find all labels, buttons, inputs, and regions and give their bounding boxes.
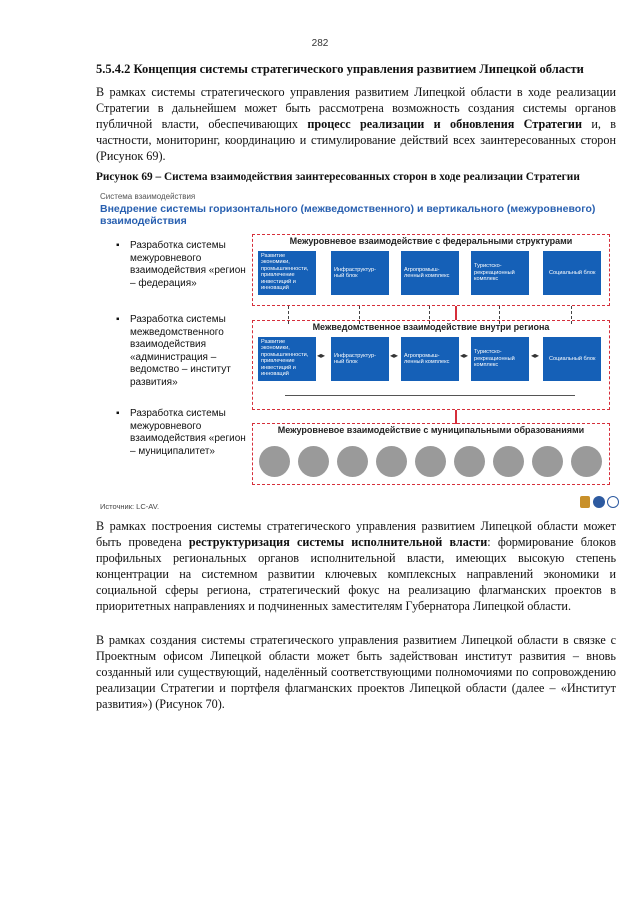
block-social: Социальный блок	[543, 251, 601, 295]
double-arrow-icon: ◂▸	[531, 351, 540, 360]
municipality-circle	[571, 446, 602, 477]
section-heading: 5.5.4.2 Концепция системы стратегического управления развитием Липецкой области	[96, 62, 584, 76]
block-economy: Развитие экономики, промышленности, привлечение инвестиций и инноваций	[258, 251, 316, 295]
figure-caption: Рисунок 69 – Система взаимодействия заинтересованных сторон в ходе реализации Стратегии	[96, 171, 580, 183]
box-title: Межведомственное взаимодействие внутри региона	[312, 322, 550, 332]
red-link-icon	[455, 410, 457, 424]
para2-bold: реструктуризация системы исполнительной власти	[188, 535, 488, 549]
para1-text-1: В рамках системы стратегического управления развитием Липецкой области в ходе реализации Стратегии в дальнейшем может быть рассмотрена возможность создания системы органов публичной власти, обеспечивающих	[96, 85, 616, 131]
municipality-circle	[376, 446, 407, 477]
municipality-circle	[493, 446, 524, 477]
block-infrastructure: Инфраструктур-ный блок	[331, 251, 389, 295]
municipality-circle	[454, 446, 485, 477]
para2-text-1: В рамках построения системы стратегического управления развитием Липецкой области может быть проведена	[96, 519, 616, 549]
block-infrastructure: Инфраструктур-ный блок	[331, 337, 389, 381]
interagency-box	[252, 320, 610, 410]
bullet-text: Разработка системы межуровневого взаимодействия «регион – федерация»	[130, 240, 246, 289]
box-title: Межуровневое взаимодействие с федеральными структурами	[289, 236, 573, 246]
para1-bold: процесс реализации и обновления Стратегии	[307, 117, 582, 131]
bullet-interagency	[116, 314, 246, 389]
double-arrow-icon: ◂▸	[390, 351, 399, 360]
block-agro: Агропромыш-ленный комплекс	[401, 337, 459, 381]
logos	[580, 496, 620, 510]
para2-text-2: : формирование блоков профильных региональных органов исполнительной власти, имеющих высокую степень концентрации на системном развитии ключевых комплексных направлений экономики и социальной сферы региона, стратегический фокус на реализацию флагманских проектов в приоритетных направлениях и подчиненных заместителям Губернатора Липецкой области.	[96, 535, 616, 613]
bullet-text: Разработка системы межуровневого взаимодействия «регион – муниципалитет»	[130, 408, 246, 457]
block-economy: Развитие экономики, промышленности, привлечение инвестиций и инноваций	[258, 337, 316, 381]
paragraph-2	[96, 518, 616, 614]
figure-top-label: Система взаимодействия	[100, 192, 196, 201]
block-agro: Агропромыш-ленный комплекс	[401, 251, 459, 295]
bullet-marker: ▪	[116, 240, 120, 251]
coat-of-arms-icon	[580, 496, 590, 508]
feedback-line	[285, 395, 575, 396]
double-arrow-icon: ◂▸	[317, 351, 326, 360]
figure-title: Внедрение системы горизонтального (межведомственного) и вертикального (межуровневого) взаимодействия	[100, 203, 596, 227]
bullet-region-federation	[116, 240, 246, 290]
red-link-icon	[455, 306, 457, 320]
municipality-circle	[415, 446, 446, 477]
block-tourism: Туристско-рекреационный комплекс	[471, 337, 529, 381]
block-social: Социальный блок	[543, 337, 601, 381]
municipality-circle	[259, 446, 290, 477]
bullet-marker: ▪	[116, 314, 120, 325]
paragraph-3: В рамках создания системы стратегического управления развитием Липецкой области в связке с Проектным офисом Липецкой области может быть задействован институт развития – вновь созданный или существующий, наделённый соответствующими полномочиями по сопровождению реализации Стратегии и портфеля флагманских проектов Липецкой области (далее – «Институт развития») (Рисунок 70).	[96, 633, 616, 711]
municipality-circle	[298, 446, 329, 477]
paragraph-1	[96, 84, 616, 164]
block-tourism: Туристско-рекреационный комплекс	[471, 251, 529, 295]
figure-source: Источник: LC-AV.	[100, 502, 160, 511]
para1-text-2: и, в частности, мониторинг, координацию и стимулирование действий всех заинтересованных сторон (Рисунок 69).	[96, 117, 617, 163]
logo-icon	[607, 496, 619, 508]
figure-69	[96, 190, 620, 520]
page-number: 282	[311, 38, 329, 49]
bullet-marker: ▪	[116, 408, 120, 419]
bullet-region-municipality	[116, 408, 246, 458]
municipality-circle	[337, 446, 368, 477]
municipal-interaction-box	[252, 423, 610, 485]
box-title: Межуровневое взаимодействие с муниципальными образованиями	[277, 425, 585, 435]
federal-interaction-box	[252, 234, 610, 306]
bullet-text: Разработка системы межведомственного взаимодействия «администрация – ведомство – институт развития»	[130, 314, 231, 388]
municipality-circle	[532, 446, 563, 477]
double-arrow-icon: ◂▸	[460, 351, 469, 360]
logo-icon	[593, 496, 605, 508]
